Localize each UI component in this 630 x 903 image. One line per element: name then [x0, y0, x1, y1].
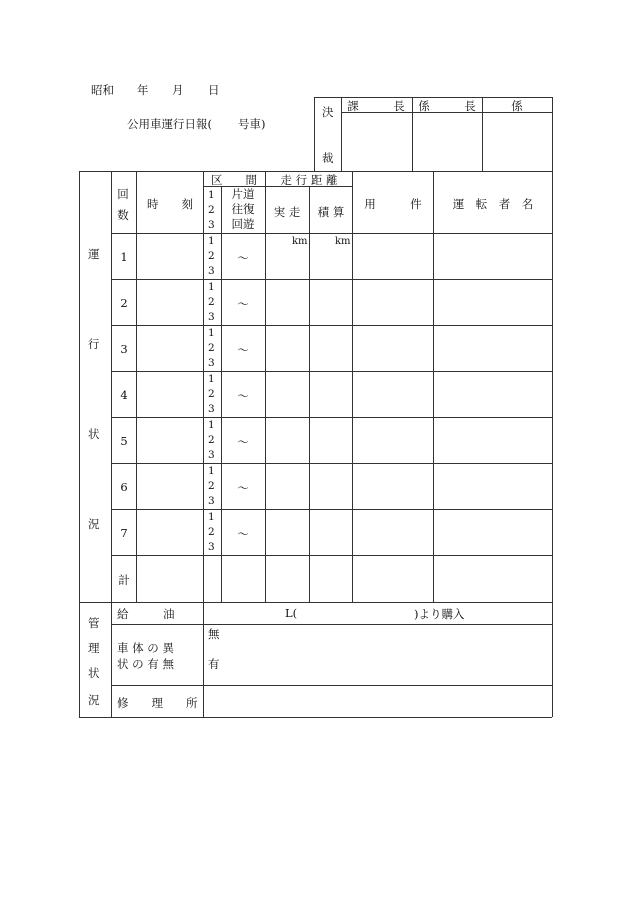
approval-section-chief: 課 長 [347, 99, 405, 113]
title-prefix: 公用車運行日報( [127, 117, 212, 131]
total-label: 計 [118, 573, 130, 587]
row-section-numbers: 1 2 3 [208, 511, 215, 553]
approval-label-1: 決 [322, 105, 334, 119]
run-status-label-4: 況 [88, 517, 100, 531]
header-section-types: 片道 往復 回遊 [231, 187, 255, 231]
date-era: 昭和 [91, 83, 114, 97]
row-tilde: ～ [237, 481, 249, 495]
header-driver: 運 転 者 名 [452, 197, 534, 211]
row-section-numbers: 1 2 3 [208, 327, 215, 369]
header-actual: 実 走 [273, 205, 301, 219]
mgmt-label-3: 状 [88, 666, 100, 680]
row-tilde: ～ [237, 297, 249, 311]
date-month: 月 [172, 83, 184, 97]
header-section-numbers: 1 2 3 [208, 189, 215, 231]
title-suffix: 号車) [238, 117, 266, 131]
header-count-2: 数 [117, 208, 129, 222]
fuel-label: 給 油 [117, 607, 175, 621]
header-purpose: 用 件 [364, 197, 422, 211]
row-tilde: ～ [237, 527, 249, 541]
row-number: 3 [120, 342, 128, 356]
row-number: 7 [120, 526, 128, 540]
date-day: 日 [208, 83, 220, 97]
row-number: 1 [120, 250, 128, 264]
body-abnormality-label-2: 状 の 有 無 [117, 657, 174, 671]
body-yes-option: 有 [208, 657, 220, 671]
fuel-unit: L( [285, 606, 298, 620]
header-total: 積 算 [317, 205, 345, 219]
header-time: 時 刻 [147, 197, 193, 211]
row-tilde: ～ [237, 435, 249, 449]
unit-km-actual: km [292, 236, 308, 247]
row-number: 5 [120, 434, 128, 448]
unit-km-total: km [335, 236, 351, 247]
row-section-numbers: 1 2 3 [208, 373, 215, 415]
mgmt-label-1: 管 [88, 616, 100, 630]
repair-shop-label: 修 理 所 [117, 696, 198, 710]
header-count-1: 回 [117, 187, 129, 201]
body-none-option: 無 [208, 627, 220, 641]
approval-staff: 係 [511, 99, 523, 113]
row-tilde: ～ [237, 251, 249, 265]
row-tilde: ～ [237, 389, 249, 403]
run-status-label-1: 運 [88, 247, 100, 261]
fuel-suffix: )より購入 [414, 607, 465, 621]
row-section-numbers: 1 2 3 [208, 419, 215, 461]
approval-sub-chief: 係 長 [418, 99, 476, 113]
header-distance: 走 行 距 離 [280, 173, 338, 187]
row-tilde: ～ [237, 343, 249, 357]
row-section-numbers: 1 2 3 [208, 235, 215, 277]
mgmt-label-4: 況 [88, 693, 100, 707]
row-section-numbers: 1 2 3 [208, 281, 215, 323]
row-number: 6 [120, 480, 128, 494]
mgmt-label-2: 理 [88, 641, 100, 655]
run-status-label-3: 状 [88, 427, 100, 441]
body-abnormality-label-1: 車 体 の 異 [117, 641, 174, 655]
row-section-numbers: 1 2 3 [208, 465, 215, 507]
row-number: 4 [120, 388, 128, 402]
approval-label-2: 裁 [322, 151, 334, 165]
date-year: 年 [137, 83, 149, 97]
row-number: 2 [120, 296, 128, 310]
header-section: 区 間 [211, 173, 257, 187]
run-status-label-2: 行 [88, 337, 100, 351]
